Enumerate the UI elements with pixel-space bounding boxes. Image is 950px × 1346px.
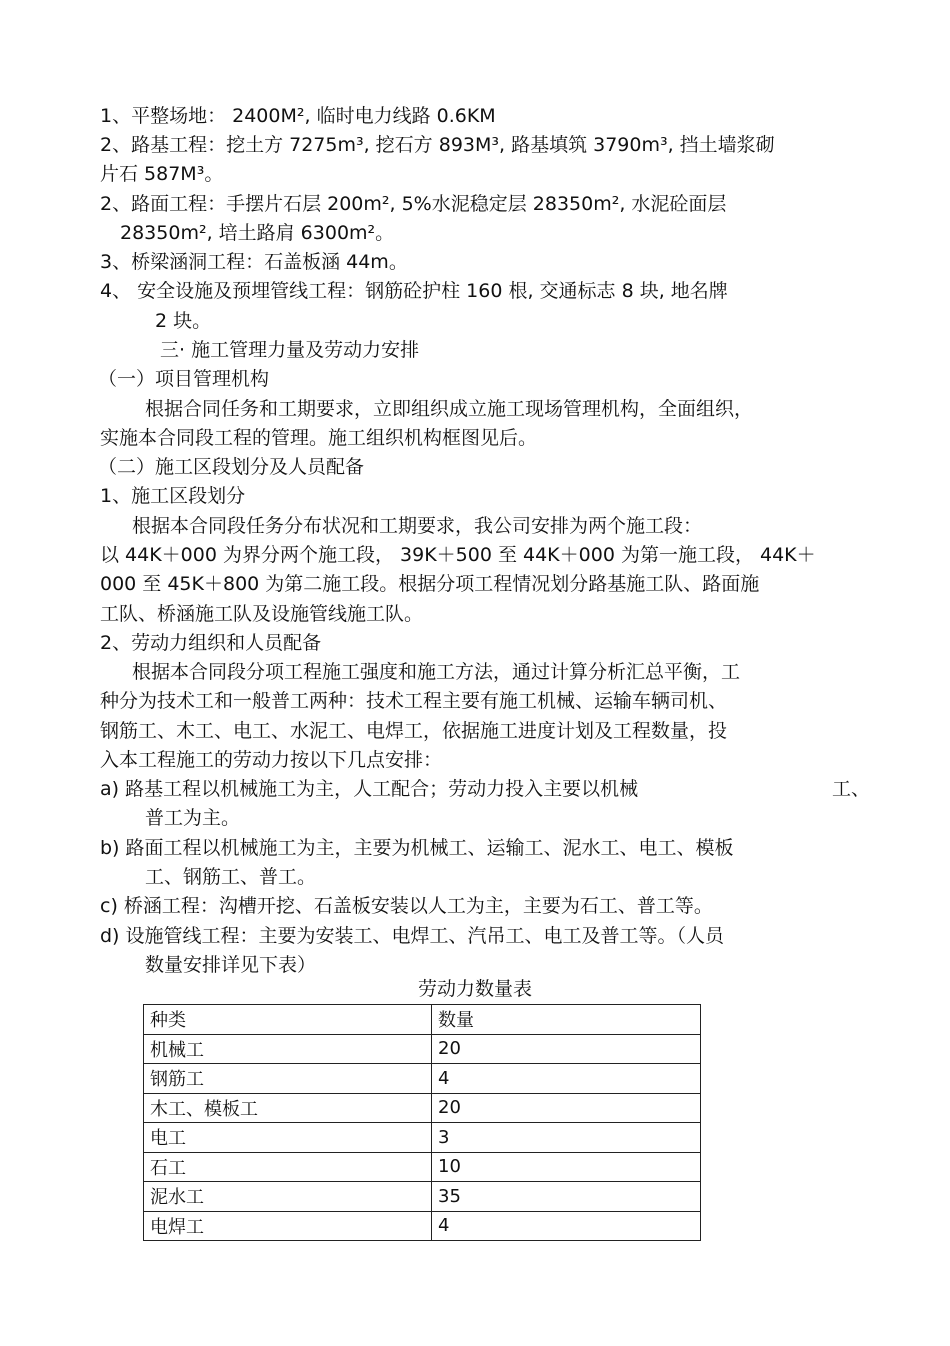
item-heading: 1、施工区段划分 xyxy=(100,485,246,507)
cell-quantity: 10 xyxy=(432,1152,701,1182)
list-item-a-tail: 工、 xyxy=(832,778,871,800)
paragraph-line: 实施本合同段工程的管理。施工组织机构框图见后。 xyxy=(100,427,538,449)
cell-quantity: 35 xyxy=(432,1182,701,1212)
paragraph-line: 工队、桥涵施工队及设施管线施工队。 xyxy=(100,603,424,625)
table-row xyxy=(144,1182,701,1212)
paragraph-line: 000 至 45K＋800 为第二施工段。根据分项工程情况划分路基施工队、路面施 xyxy=(100,573,760,595)
paragraph-line: 2 块。 xyxy=(155,310,212,332)
paragraph-line: 入本工程施工的劳动力按以下几点安排： xyxy=(100,749,443,771)
cell-type: 钢筋工 xyxy=(144,1064,432,1094)
paragraph-line: 根据合同任务和工期要求，立即组织成立施工现场管理机构，全面组织， xyxy=(145,398,754,420)
paragraph-line: 1、平整场地： 2400M², 临时电力线路 0.6KM xyxy=(100,105,496,127)
paragraph-line: 28350m², 培土路肩 6300m²。 xyxy=(120,222,395,244)
cell-quantity: 4 xyxy=(432,1064,701,1094)
column-header-type: 种类 xyxy=(144,1005,432,1035)
subsection-heading: （二）施工区段划分及人员配备 xyxy=(98,456,365,478)
paragraph-line: 4、 安全设施及预埋管线工程：钢筋砼护柱 160 根, 交通标志 8 块, 地名牌 xyxy=(100,280,728,302)
paragraph-line: 钢筋工、木工、电工、水泥工、电焊工，依据施工进度计划及工程数量，投 xyxy=(100,720,728,742)
list-item-c: c) 桥涵工程：沟槽开挖、石盖板安装以人工为主，主要为石工、普工等。 xyxy=(100,895,713,917)
cell-quantity: 20 xyxy=(432,1093,701,1123)
table-header-row xyxy=(144,1005,701,1035)
cell-type: 电焊工 xyxy=(144,1211,432,1241)
cell-type: 电工 xyxy=(144,1123,432,1153)
paragraph-line: 3、桥梁涵洞工程：石盖板涵 44m。 xyxy=(100,251,408,273)
column-header-quantity: 数量 xyxy=(432,1005,701,1035)
paragraph-line: 种分为技术工和一般普工两种：技术工程主要有施工机械、运输车辆司机、 xyxy=(100,690,728,712)
list-item-a-cont: 普工为主。 xyxy=(145,807,241,829)
item-heading: 2、劳动力组织和人员配备 xyxy=(100,632,322,654)
cell-quantity: 4 xyxy=(432,1211,701,1241)
paragraph-line: 2、路面工程：手摆片石层 200m², 5%水泥稳定层 28350m², 水泥砼面层 xyxy=(100,193,727,215)
table-caption: 劳动力数量表 xyxy=(417,978,532,1000)
list-item-a: a) 路基工程以机械施工为主，人工配合；劳动力投入主要以机械 xyxy=(100,778,639,800)
list-item-d-cont: 数量安排详见下表） xyxy=(145,954,317,976)
table-row xyxy=(144,1123,701,1153)
labor-table xyxy=(143,1004,701,1241)
paragraph-line: 根据本合同段分项工程施工强度和施工方法，通过计算分析汇总平衡，工 xyxy=(132,661,741,683)
subsection-heading: （一）项目管理机构 xyxy=(98,368,270,390)
cell-type: 石工 xyxy=(144,1152,432,1182)
list-item-d: d) 设施管线工程：主要为安装工、电焊工、汽吊工、电工及普工等。（人员 xyxy=(100,925,725,947)
cell-type: 木工、模板工 xyxy=(144,1093,432,1123)
table-row xyxy=(144,1093,701,1123)
paragraph-line: 以 44K＋000 为界分两个施工段， 39K＋500 至 44K＋000 为第一施工段， 44K＋ xyxy=(100,544,816,566)
cell-type: 泥水工 xyxy=(144,1182,432,1212)
paragraph-line: 2、路基工程：挖土方 7275m³, 挖石方 893M³, 路基填筑 3790m³, 挡土墙浆砌 xyxy=(100,134,775,156)
list-item-b: b) 路面工程以机械施工为主，主要为机械工、运输工、泥水工、电工、模板 xyxy=(100,837,734,859)
cell-quantity: 3 xyxy=(432,1123,701,1153)
table-row xyxy=(144,1152,701,1182)
paragraph-line: 片石 587M³。 xyxy=(100,163,224,185)
table-row xyxy=(144,1211,701,1241)
table-row xyxy=(144,1064,701,1094)
cell-quantity: 20 xyxy=(432,1034,701,1064)
section-heading: 三· 施工管理力量及劳动力安排 xyxy=(160,339,420,361)
list-item-b-cont: 工、钢筋工、普工。 xyxy=(145,866,317,888)
paragraph-line: 根据本合同段任务分布状况和工期要求，我公司安排为两个施工段： xyxy=(132,515,703,537)
cell-type: 机械工 xyxy=(144,1034,432,1064)
table-row xyxy=(144,1034,701,1064)
